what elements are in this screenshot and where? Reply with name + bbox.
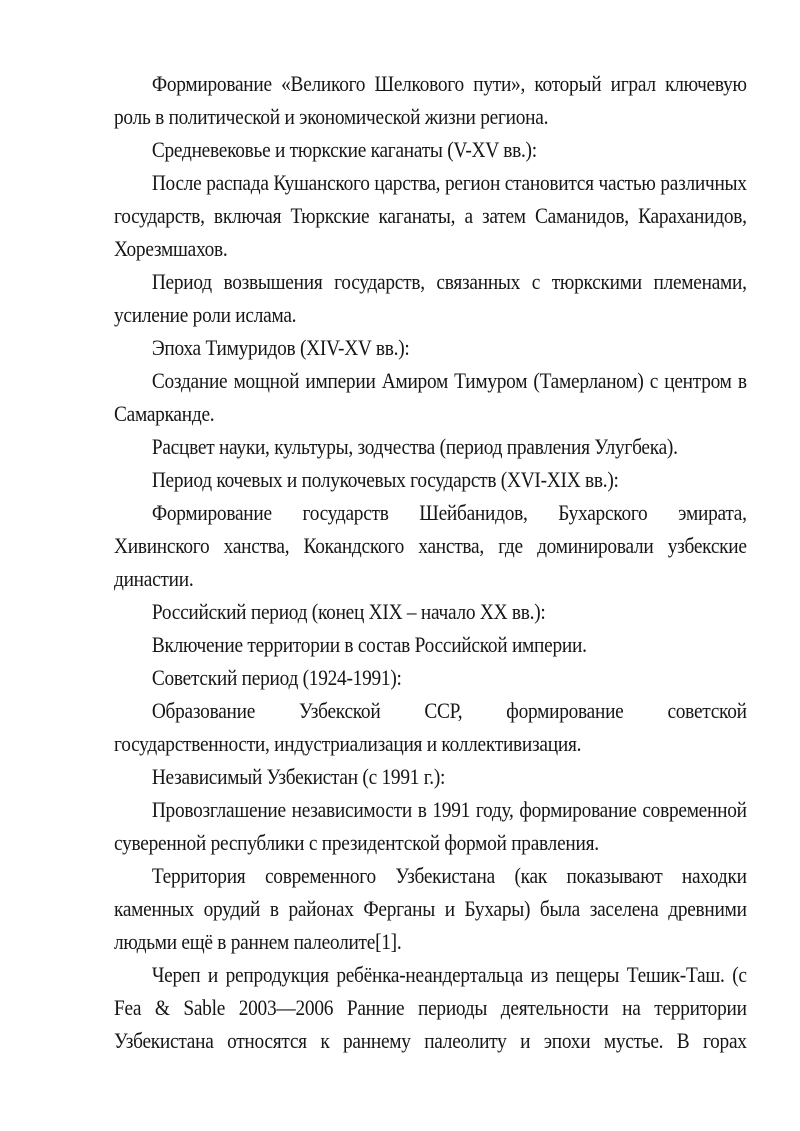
text-line: Провозглашение независимости в 1991 году, формирование современной (151, 797, 747, 822)
text-line: Период кочевых и полукочевых государств (XVI-XIX вв.): (151, 467, 619, 492)
text-line: суверенной республики с президентской формой правления. (114, 830, 599, 855)
text-line: Независимый Узбекистан (с 1991 г.): (151, 764, 446, 789)
text-line: Образование Узбекской ССР, формирование советской (151, 698, 747, 723)
text-line: Череп и репродукция ребёнка-неандертальца из пещеры Тешик-Таш. (с (151, 962, 747, 987)
text-line: Создание мощной империи Амиром Тимуром (Тамерланом) с центром в (151, 368, 747, 393)
text-line: Самарканде. (114, 401, 215, 426)
text-line: Формирование государств Шейбанидов, Бухарского эмирата, (151, 500, 747, 525)
text-line: Территория современного Узбекистана (как показывают находки (151, 863, 747, 888)
text-line: людьми ещё в раннем палеолите[1]. (114, 929, 402, 954)
text-line: династии. (114, 566, 194, 591)
text-line: государств, включая Тюркские каганаты, а затем Саманидов, Караханидов, (114, 203, 747, 228)
text-line: усиление роли ислама. (114, 302, 297, 327)
text-line: каменных орудий в районах Ферганы и Бухары) была заселена древними (114, 896, 747, 921)
text-line: Расцвет науки, культуры, зодчества (период правления Улугбека). (151, 434, 678, 459)
text-line: Период возвышения государств, связанных с тюркскими племенами, (151, 269, 747, 294)
text-line: Узбекистана относятся к раннему палеолиту и эпохи мустье. В горах (114, 1028, 747, 1053)
text-line: Хорезмшахов. (114, 236, 228, 261)
text-line: Fea & Sable 2003—2006 Ранние периоды деятельности на территории (114, 995, 747, 1020)
text-line: Включение территории в состав Российской империи. (151, 632, 587, 657)
text-line: Хивинского ханства, Кокандского ханства, где доминировали узбекские (114, 533, 747, 558)
text-line: Эпоха Тимуридов (XIV-XV вв.): (151, 335, 410, 360)
text-line: После распада Кушанского царства, регион становится частью различных (151, 170, 747, 195)
text-line: Советский период (1924-1991): (151, 665, 402, 690)
text-line: государственности, индустриализация и коллективизация. (114, 731, 582, 756)
text-line: Формирование «Великого Шелкового пути», который играл ключевую (151, 71, 747, 96)
text-block (114, 67, 747, 1057)
text-line: Средневековье и тюркские каганаты (V-XV вв.): (151, 137, 537, 162)
text-line: Российский период (конец XIX – начало XX вв.): (151, 599, 546, 624)
text-line: роль в политической и экономической жизни региона. (114, 104, 549, 129)
